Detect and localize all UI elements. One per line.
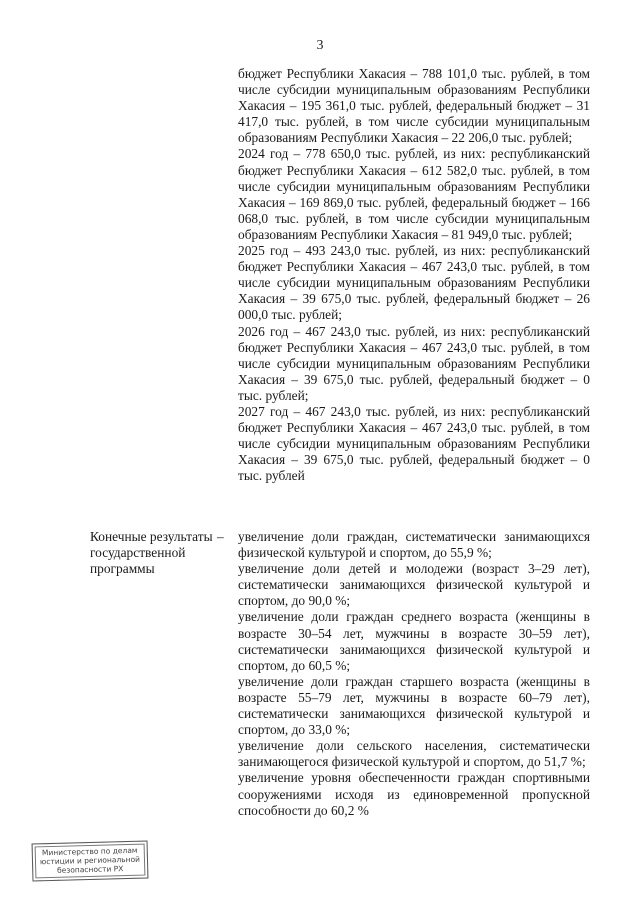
result-item: увеличение доли граждан среднего возраста (женщины в возрасте 30–54 лет, мужчины в возрасте 30–59 лет), систематически занимающихся физической культурой и спортом, до 60,5 %; [238,609,590,673]
result-item: увеличение доли граждан старшего возраста (женщины в возрасте 55–79 лет, мужчины в возрасте 60–79 лет), систематически занимающихся физической культурой и спортом, до 33,0 %; [238,673,590,738]
funding-paragraph: 2027 год – 467 243,0 тыс. рублей, из них: республиканский бюджет Республики Хакасия – 467 243,0 тыс. рублей, в том числе субсидии муниципальным образованиям Республики Хакасия – 39 675,0 тыс. рублей, федеральный бюджет – 0 тыс. рублей [238,403,590,484]
results-label: Конечные результаты государственной программы [90,529,213,577]
stamp-line: безопасности РХ [56,864,124,875]
stamp-line: юстиции и региональной [39,854,141,867]
registration-stamp [32,840,149,881]
funding-paragraph: 2024 год – 778 650,0 тыс. рублей, из них: республиканский бюджет Республики Хакасия – 612 582,0 тыс. рублей, в том числе субсидии муниципальным образованиям Республики Хакасия – 169 869,0 тыс. рублей, федеральный бюджет – 166 068,0 тыс. рублей, в том числе субсидии муниципальным образованиям Республики Хакасия – 81 949,0 тыс. рублей; [238,146,590,242]
page-number: 3 [316,38,324,53]
result-item: увеличение уровня обеспеченности граждан спортивными сооружениями исходя из единовременной пропускной способности до 60,2 % [238,770,590,818]
result-item: увеличение доли граждан, систематически занимающихся физической культурой и спортом, до 55,9 %; [238,529,590,561]
result-item: увеличение доли сельского населения, систематически занимающегося физической культурой и спортом, до 51,7 %; [238,738,590,770]
funding-paragraph: 2026 год – 467 243,0 тыс. рублей, из них: республиканский бюджет Республики Хакасия – 467 243,0 тыс. рублей, в том числе субсидии муниципальным образованиям Республики Хакасия – 39 675,0 тыс. рублей, федеральный бюджет – 0 тыс. рублей; [238,323,590,403]
results-list [238,529,590,819]
results-dash: – [217,529,224,544]
funding-paragraph: бюджет Республики Хакасия – 788 101,0 тыс. рублей, в том числе субсидии муниципальным образованиям Республики Хакасия – 195 361,0 тыс. рублей, федеральный бюджет – 31 417,0 тыс. рублей, в том числе субсидии муниципальным образованиям Республики Хакасия – 22 206,0 тыс. рублей; [238,66,590,146]
funding-paragraph: 2025 год – 493 243,0 тыс. рублей, из них: республиканский бюджет Республики Хакасия – 467 243,0 тыс. рублей, в том числе субсидии муниципальным образованиям Республики Хакасия – 39 675,0 тыс. рублей, федеральный бюджет – 26 000,0 тыс. рублей; [238,243,590,323]
result-item: увеличение доли детей и молодежи (возраст 3–29 лет), систематически занимающихся физической культурой и спортом, до 90,0 %; [238,561,590,609]
funding-block [238,66,590,484]
stamp-line: Министерство по делам [41,845,138,858]
